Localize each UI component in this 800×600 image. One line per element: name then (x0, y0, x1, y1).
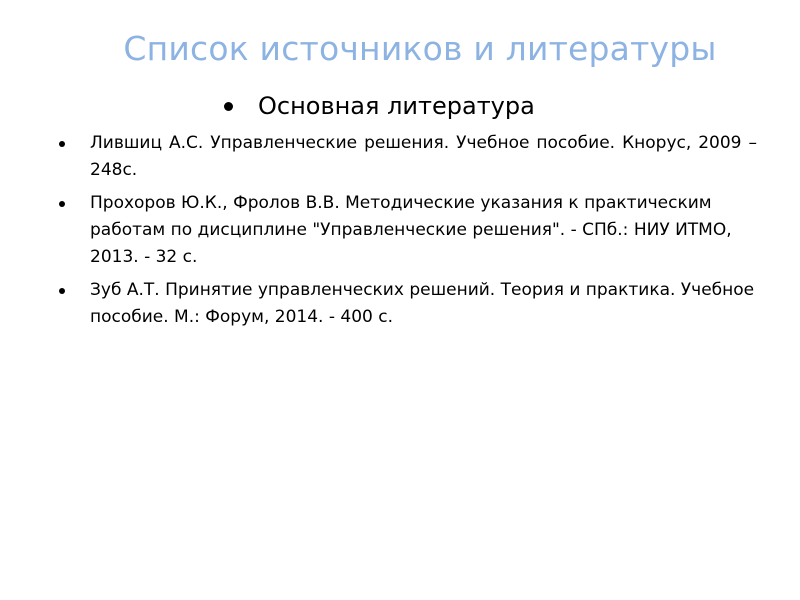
reference-text: Прохоров Ю.К., Фролов В.В. Методические указания к практическим работам по дисциплине "Управленческие решения". - СПб.: НИУ ИТМО, 2013. - 32 с. (90, 193, 732, 267)
slide-title: Список источников и литературы (123, 29, 717, 68)
section-heading (224, 86, 535, 126)
bullet-icon (59, 288, 65, 294)
reference-text: Лившиц А.С. Управленческие решения. Учебное пособие. Кнорус, 2009 – 248с. (90, 133, 757, 180)
reference-list (59, 130, 757, 337)
bullet-icon (224, 102, 233, 111)
reference-item (59, 130, 757, 184)
section-heading-text: Основная литература (258, 92, 535, 120)
bullet-icon (59, 201, 65, 207)
reference-item (59, 277, 757, 331)
reference-item (59, 190, 757, 271)
reference-text: Зуб А.Т. Принятие управленческих решений. Теория и практика. Учебное пособие. М.: Форум, 2014. - 400 с. (90, 280, 755, 327)
bullet-icon (59, 141, 65, 147)
